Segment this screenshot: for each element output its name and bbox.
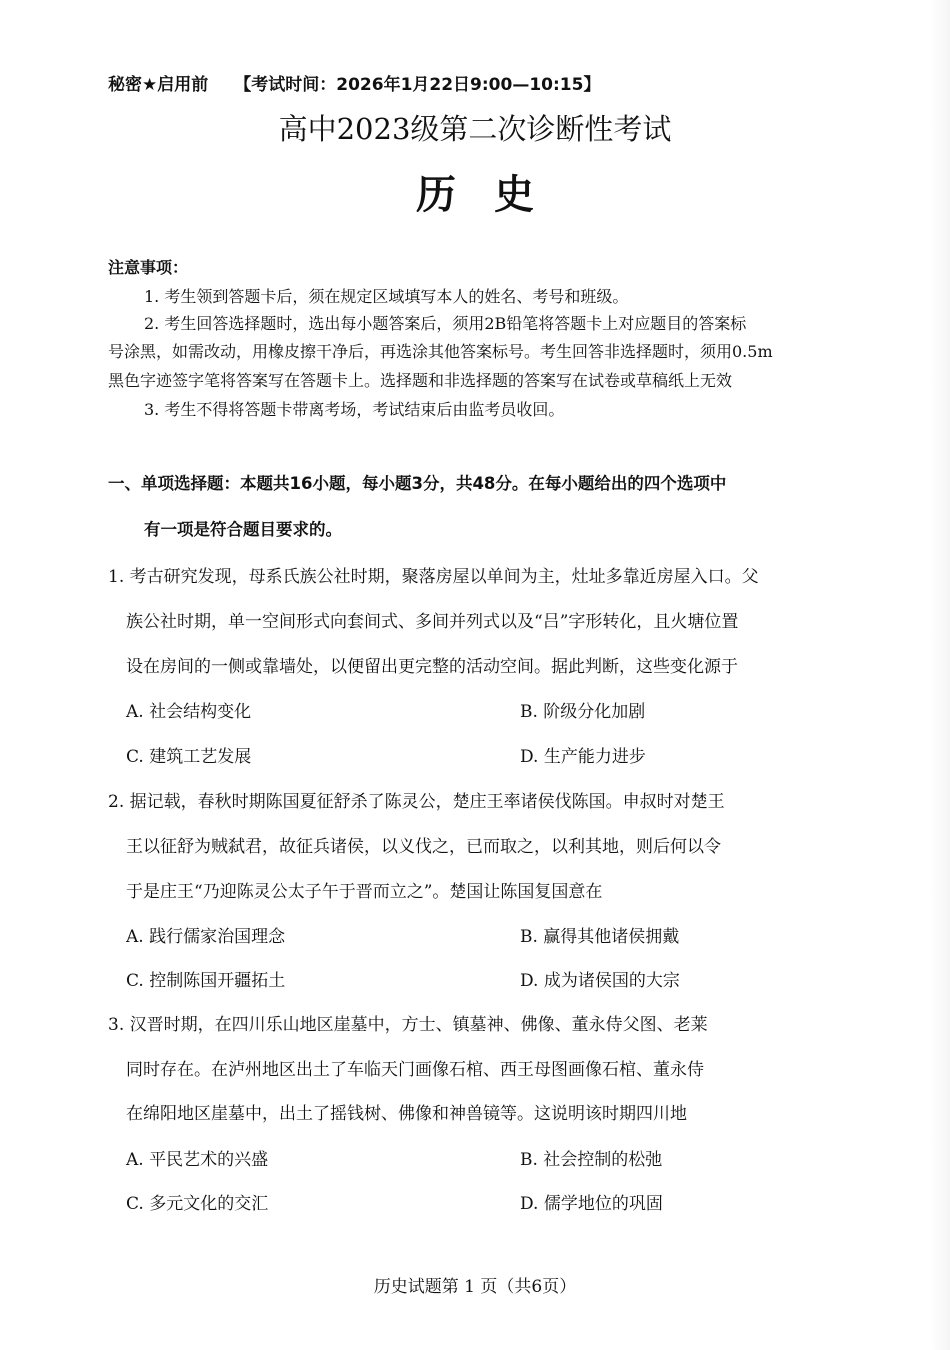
- question-2-stem-line-3: 于是庄王“乃迎陈灵公太子午于晋而立之”。楚国让陈国复国意在: [126, 882, 603, 902]
- question-3-option-b[interactable]: B. 社会控制的松弛: [520, 1150, 663, 1170]
- exam-title: 高中2023级第二次诊断性考试: [278, 112, 672, 146]
- note-line-5: 3. 考生不得将答题卡带离考场，考试结束后由监考员收回。: [144, 400, 565, 419]
- confidential-header: [108, 70, 600, 95]
- question-1-option-b[interactable]: B. 阶级分化加剧: [520, 702, 646, 722]
- question-1-option-c[interactable]: C. 建筑工艺发展: [126, 747, 252, 767]
- question-3-option-d[interactable]: D. 儒学地位的巩固: [520, 1194, 663, 1214]
- question-3-stem-line-3: 在绵阳地区崖墓中，出土了摇钱树、佛像和神兽镜等。这说明该时期四川地: [126, 1104, 687, 1124]
- note-line-3: 号涂黑，如需改动，用橡皮擦干净后，再选涂其他答案标号。考生回答非选择题时，须用0.5m: [108, 342, 773, 361]
- page-footer: 历史试题第 1 页（共6页）: [373, 1277, 577, 1297]
- question-1-stem-line-1: 1. 考古研究发现，母系氏族公社时期，聚落房屋以单间为主，灶址多靠近房屋入口。父: [108, 567, 759, 587]
- section-heading-line-2: 有一项是符合题目要求的。: [144, 520, 342, 539]
- question-2-option-d[interactable]: D. 成为诸侯国的大宗: [520, 971, 680, 991]
- question-1-stem-line-2: 族公社时期，单一空间形式向套间式、多间并列式以及“吕”字形转化，且火塘位置: [126, 612, 739, 632]
- secret-mark: 秘密★启用前: [108, 75, 209, 95]
- question-3-stem-line-1: 3. 汉晋时期，在四川乐山地区崖墓中，方士、镇墓神、佛像、董永侍父图、老莱: [108, 1015, 708, 1035]
- note-line-2: 2. 考生回答选择题时，选出每小题答案后，须用2B铅笔将答题卡上对应题目的答案标: [144, 314, 747, 333]
- question-3-option-a[interactable]: A. 平民艺术的兴盛: [126, 1150, 269, 1170]
- note-line-4: 黑色字迹签字笔将答案写在答题卡上。选择题和非选择题的答案写在试卷或草稿纸上无效: [108, 371, 733, 390]
- question-1-option-d[interactable]: D. 生产能力进步: [520, 747, 646, 767]
- section-heading-line-1: 一、单项选择题：本题共16小题，每小题3分，共48分。在每小题给出的四个选项中: [108, 474, 727, 493]
- note-line-1: 1. 考生领到答题卡后，须在规定区域填写本人的姓名、考号和班级。: [144, 287, 629, 306]
- question-1-stem-line-3: 设在房间的一侧或靠墙处，以便留出更完整的活动空间。据此判断，这些变化源于: [126, 657, 738, 677]
- question-2-option-b[interactable]: B. 赢得其他诸侯拥戴: [520, 927, 680, 947]
- question-3-option-c[interactable]: C. 多元文化的交汇: [126, 1194, 269, 1214]
- question-2-option-c[interactable]: C. 控制陈国开疆拓土: [126, 971, 286, 991]
- question-2-stem-line-1: 2. 据记载，春秋时期陈国夏征舒杀了陈灵公，楚庄王率诸侯伐陈国。申叔时对楚王: [108, 792, 725, 812]
- notes-heading: 注意事项：: [108, 258, 189, 277]
- exam-time: 【考试时间：2026年1月22日9:00—10:15】: [234, 75, 601, 95]
- question-3-stem-line-2: 同时存在。在泸州地区出土了车临天门画像石棺、西王母图画像石棺、董永侍: [126, 1060, 704, 1080]
- question-1-option-a[interactable]: A. 社会结构变化: [126, 702, 252, 722]
- question-2-stem-line-2: 王以征舒为贼弑君，故征兵诸侯，以义伐之，已而取之，以利其地，则后何以令: [126, 837, 721, 857]
- question-2-option-a[interactable]: A. 践行儒家治国理念: [126, 927, 286, 947]
- subject-title: 历史: [416, 171, 572, 218]
